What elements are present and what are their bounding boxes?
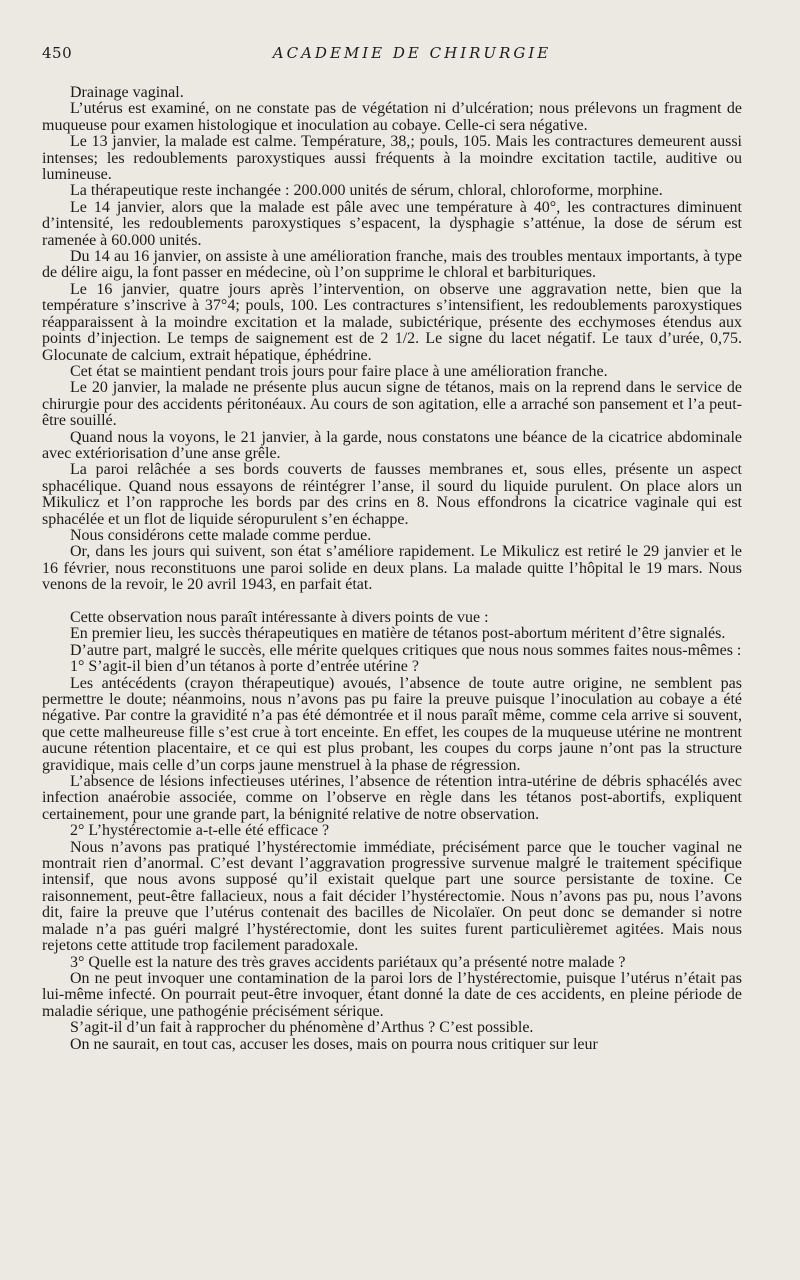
paragraph: Nous considérons cette malade comme perdue. [70, 526, 372, 544]
paragraph: Le 16 janvier, quatre jours après l’intervention, on observe une aggravation nette, bien que la température s’inscrive à 37°4; pouls, 100. Les contractures s’intensifient, les redoublements paroxystiques réapparaissent à la moindre excitation et la malade, subictérique, présente des ecchymoses étendus aux points d’injection. Le temps de saignement est de 2 1/2. Le signe du lacet négatif. Le taux d’urée, 0,75. Glocunate de calcium, extrait hépatique, éphédrine. [42, 280, 742, 364]
paragraph: Les antécédents (crayon thérapeutique) avoués, l’absence de toute autre origine, ne semblent pas permettre le doute; néanmoins, nous n’avons pas pu faire la preuve puisque l’inoculation au cobaye a été négative. Par contre la gravidité n’a pas été démontrée et il nous paraît même, comme cela arrive si souvent, que cette malheureuse fille s’est crue à tort enceinte. En effet, les coupes de la muqueuse utérine ne montrent aucune rétention placentaire, et ce qui est plus probant, les coupes du corps jaune n’ont pas la structure gravidique, mais celle d’un corps jaune menstruel à la phase de régression. [42, 674, 742, 774]
paragraph: S’agit-il d’un fait à rapprocher du phénomène d’Arthus ? C’est possible. [70, 1019, 534, 1037]
paragraph: On ne saurait, en tout cas, accuser les doses, mais on pourra nous critiquer sur leur [70, 1035, 598, 1053]
paragraph: Cet état se maintient pendant trois jours pour faire place à une amélioration franche. [70, 362, 608, 380]
running-title: ACADEMIE DE CHIRURGIE [272, 44, 552, 62]
paragraph: Quand nous la voyons, le 21 janvier, à la garde, nous constatons une béance de la cicatrice abdominale avec extériorisation d’une anse grêle. [42, 428, 742, 462]
paragraph: L’absence de lésions infectieuses utérines, l’absence de rétention intra-utérine de débris sphacélés avec infection anaérobie associée, comme on l’observe en règle dans les tétanos post-abortifs, expliquent certainement, pour une grande part, la bénignité relative de notre observation. [42, 773, 742, 823]
body-text [42, 85, 742, 1053]
paragraph: Le 14 janvier, alors que la malade est pâle avec une température à 40°, les contractures diminuent d’intensité, les redoublements paroxystiques s’espacent, la dysphagie s’atténue, la dose de sérum est ramenée à 60.000 unités. [42, 198, 742, 249]
paragraph: En premier lieu, les succès thérapeutiques en matière de tétanos post-abortum méritent d’être signalés. [70, 625, 726, 643]
section-heading: 3° Quelle est la nature des très graves accidents pariétaux qu’a présenté notre malade ? [70, 953, 626, 971]
paragraph: Le 13 janvier, la malade est calme. Température, 38,; pouls, 105. Mais les contractures demeurent aussi intenses; les redoublements paroxystiques aussi fréquents à la moindre excitation tactile, auditive ou lumineuse. [42, 133, 742, 184]
page-number: 450 [42, 44, 73, 62]
section-heading: 2° L’hystérectomie a-t-elle été efficace ? [70, 822, 330, 840]
paragraph: Cette observation nous paraît intéressante à divers points de vue : [70, 608, 489, 626]
paragraph: D’autre part, malgré le succès, elle mérite quelques critiques que nous nous sommes faites nous-mêmes : [70, 641, 742, 659]
paragraph: On ne peut invoquer une contamination de la paroi lors de l’hystérectomie, puisque l’utérus n’était pas lui-même infecté. On pourrait peut-être invoquer, étant donné la date de ces accidents, en pleine période de maladie sérique, une pathogénie précisément sérique. [42, 969, 742, 1020]
paragraph: La thérapeutique reste inchangée : 200.000 unités de sérum, chloral, chloroforme, morphine. [70, 182, 663, 200]
paragraph: Or, dans les jours qui suivent, son état s’améliore rapidement. Le Mikulicz est retiré le 29 janvier et le 16 février, nous reconstituons une paroi solide en deux plans. La malade quitte l’hôpital le 19 mars. Nous venons de la revoir, le 20 avril 1943, en parfait état. [42, 543, 742, 594]
paragraph: La paroi relâchée a ses bords couverts de fausses membranes et, sous elles, présente un aspect sphacélique. Quand nous essayons de réintégrer l’anse, il sourd du liquide purulent. On place alors un Mikulicz et l’on rapproche les bords par des crins en 8. Nous effondrons la cicatrice vaginale qui est sphacélée et un flot de liquide séropurulent s’en échappe. [42, 461, 742, 528]
paragraph: Du 14 au 16 janvier, on assiste à une amélioration franche, mais des troubles mentaux importants, à type de délire aigu, la font passer en médecine, où l’on supprime le chloral et barbituriques. [42, 248, 742, 282]
paragraph: L’utérus est examiné, on ne constate pas de végétation ni d’ulcération; nous prélevons un fragment de muqueuse pour examen histologique et inoculation au cobaye. Celle-ci sera négative. [42, 100, 742, 134]
page-header [42, 44, 742, 64]
paragraph: Nous n’avons pas pratiqué l’hystérectomie immédiate, précisément parce que le toucher vaginal ne montrait rien d’anormal. C’est devant l’aggravation progressive survenue malgré le traitement spécifique intensif, que nous avons supposé qu’il existait quelque part une source persistante de toxine. Ce raisonnement, peut-être fallacieux, nous a fait décider l’hystérectomie. Nous n’avons pas pu, nous l’avons dit, faire la preuve que l’utérus contenait des bacilles de Nicolaïer. On peut donc se demander si notre malade n’a pas guéri malgré l’hystérectomie, dont les suites furent particulièremet agitées. Mais nous rejetons cette attitude trop facilement paradoxale. [42, 838, 742, 955]
section-heading: 1° S’agit-il bien d’un tétanos à porte d’entrée utérine ? [70, 658, 419, 676]
paragraph: Drainage vaginal. [70, 84, 184, 101]
paragraph: Le 20 janvier, la malade ne présente plus aucun signe de tétanos, mais on la reprend dans le service de chirurgie pour des accidents péritonéaux. Au cours de son agitation, elle a arraché son pansement et l’a peut-être souillé. [42, 379, 742, 430]
